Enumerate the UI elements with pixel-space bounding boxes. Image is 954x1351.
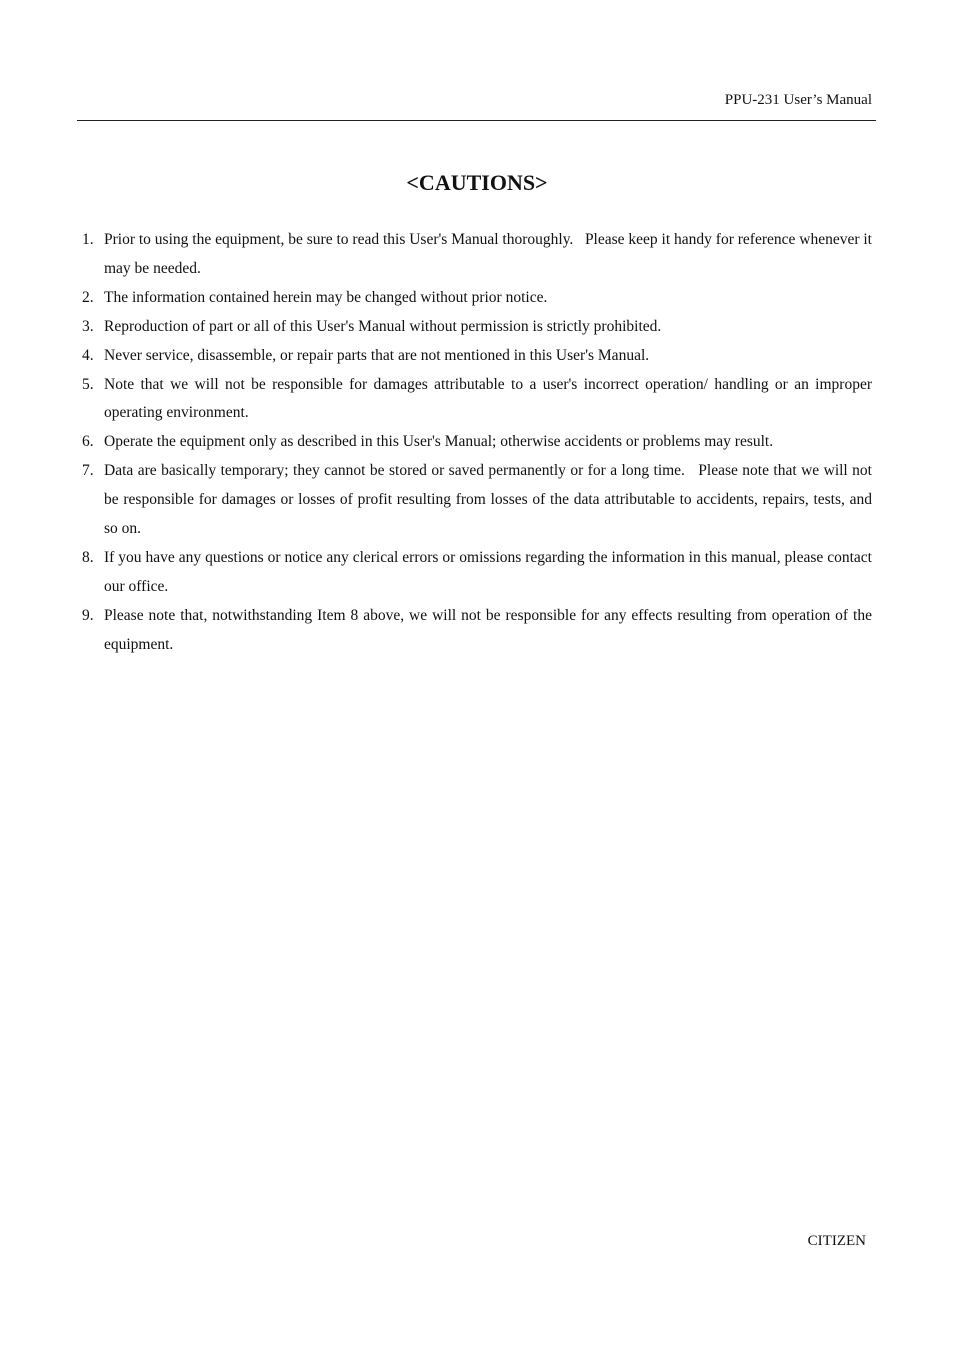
page-title: <CAUTIONS> bbox=[406, 170, 548, 195]
caution-item bbox=[77, 284, 872, 313]
footer-brand: CITIZEN bbox=[807, 1233, 866, 1249]
caution-text: Reproduction of part or all of this User's Manual without permission is strictly prohibited. bbox=[104, 317, 662, 335]
caution-number: 2. bbox=[82, 288, 94, 306]
caution-item bbox=[77, 428, 872, 457]
caution-item bbox=[77, 371, 872, 429]
caution-number: 4. bbox=[82, 346, 94, 364]
caution-number: 9. bbox=[82, 606, 94, 624]
caution-text: If you have any questions or notice any clerical errors or omissions regarding the information in this manual, please contact our office. bbox=[104, 548, 872, 595]
caution-text: Never service, disassemble, or repair parts that are not mentioned in this User's Manual. bbox=[104, 346, 650, 364]
caution-number: 6. bbox=[82, 433, 94, 451]
caution-item bbox=[77, 342, 872, 371]
caution-text: Note that we will not be responsible for damages attributable to a user's incorrect operation/ handling or an improper operating environment. bbox=[104, 375, 872, 422]
caution-item bbox=[77, 544, 872, 602]
caution-text: Data are basically temporary; they cannot be stored or saved permanently or for a long time. Please note that we will not be responsible for damages or losses of profit resulting from losses of the data attributable to accidents, repairs, tests, and so on. bbox=[104, 462, 872, 538]
header-divider bbox=[77, 120, 876, 121]
caution-item bbox=[77, 226, 872, 284]
caution-text: Prior to using the equipment, be sure to read this User's Manual thoroughly. Please keep it handy for reference whenever it may be needed. bbox=[104, 231, 872, 277]
caution-item bbox=[77, 457, 872, 544]
caution-number: 5. bbox=[82, 375, 94, 393]
caution-item bbox=[77, 313, 872, 342]
caution-text: Operate the equipment only as described in this User's Manual; otherwise accidents or problems may result. bbox=[104, 433, 774, 451]
caution-number: 1. bbox=[82, 231, 94, 248]
header-manual-title: PPU-231 User’s Manual bbox=[724, 92, 872, 108]
cautions-list bbox=[77, 226, 872, 660]
caution-number: 3. bbox=[82, 317, 94, 335]
caution-text: Please note that, notwithstanding Item 8 above, we will not be responsible for any effects resulting from operation of the equipment. bbox=[104, 606, 872, 653]
caution-number: 7. bbox=[82, 462, 94, 480]
caution-item bbox=[77, 602, 872, 660]
caution-number: 8. bbox=[82, 548, 94, 566]
caution-text: The information contained herein may be changed without prior notice. bbox=[104, 288, 548, 306]
